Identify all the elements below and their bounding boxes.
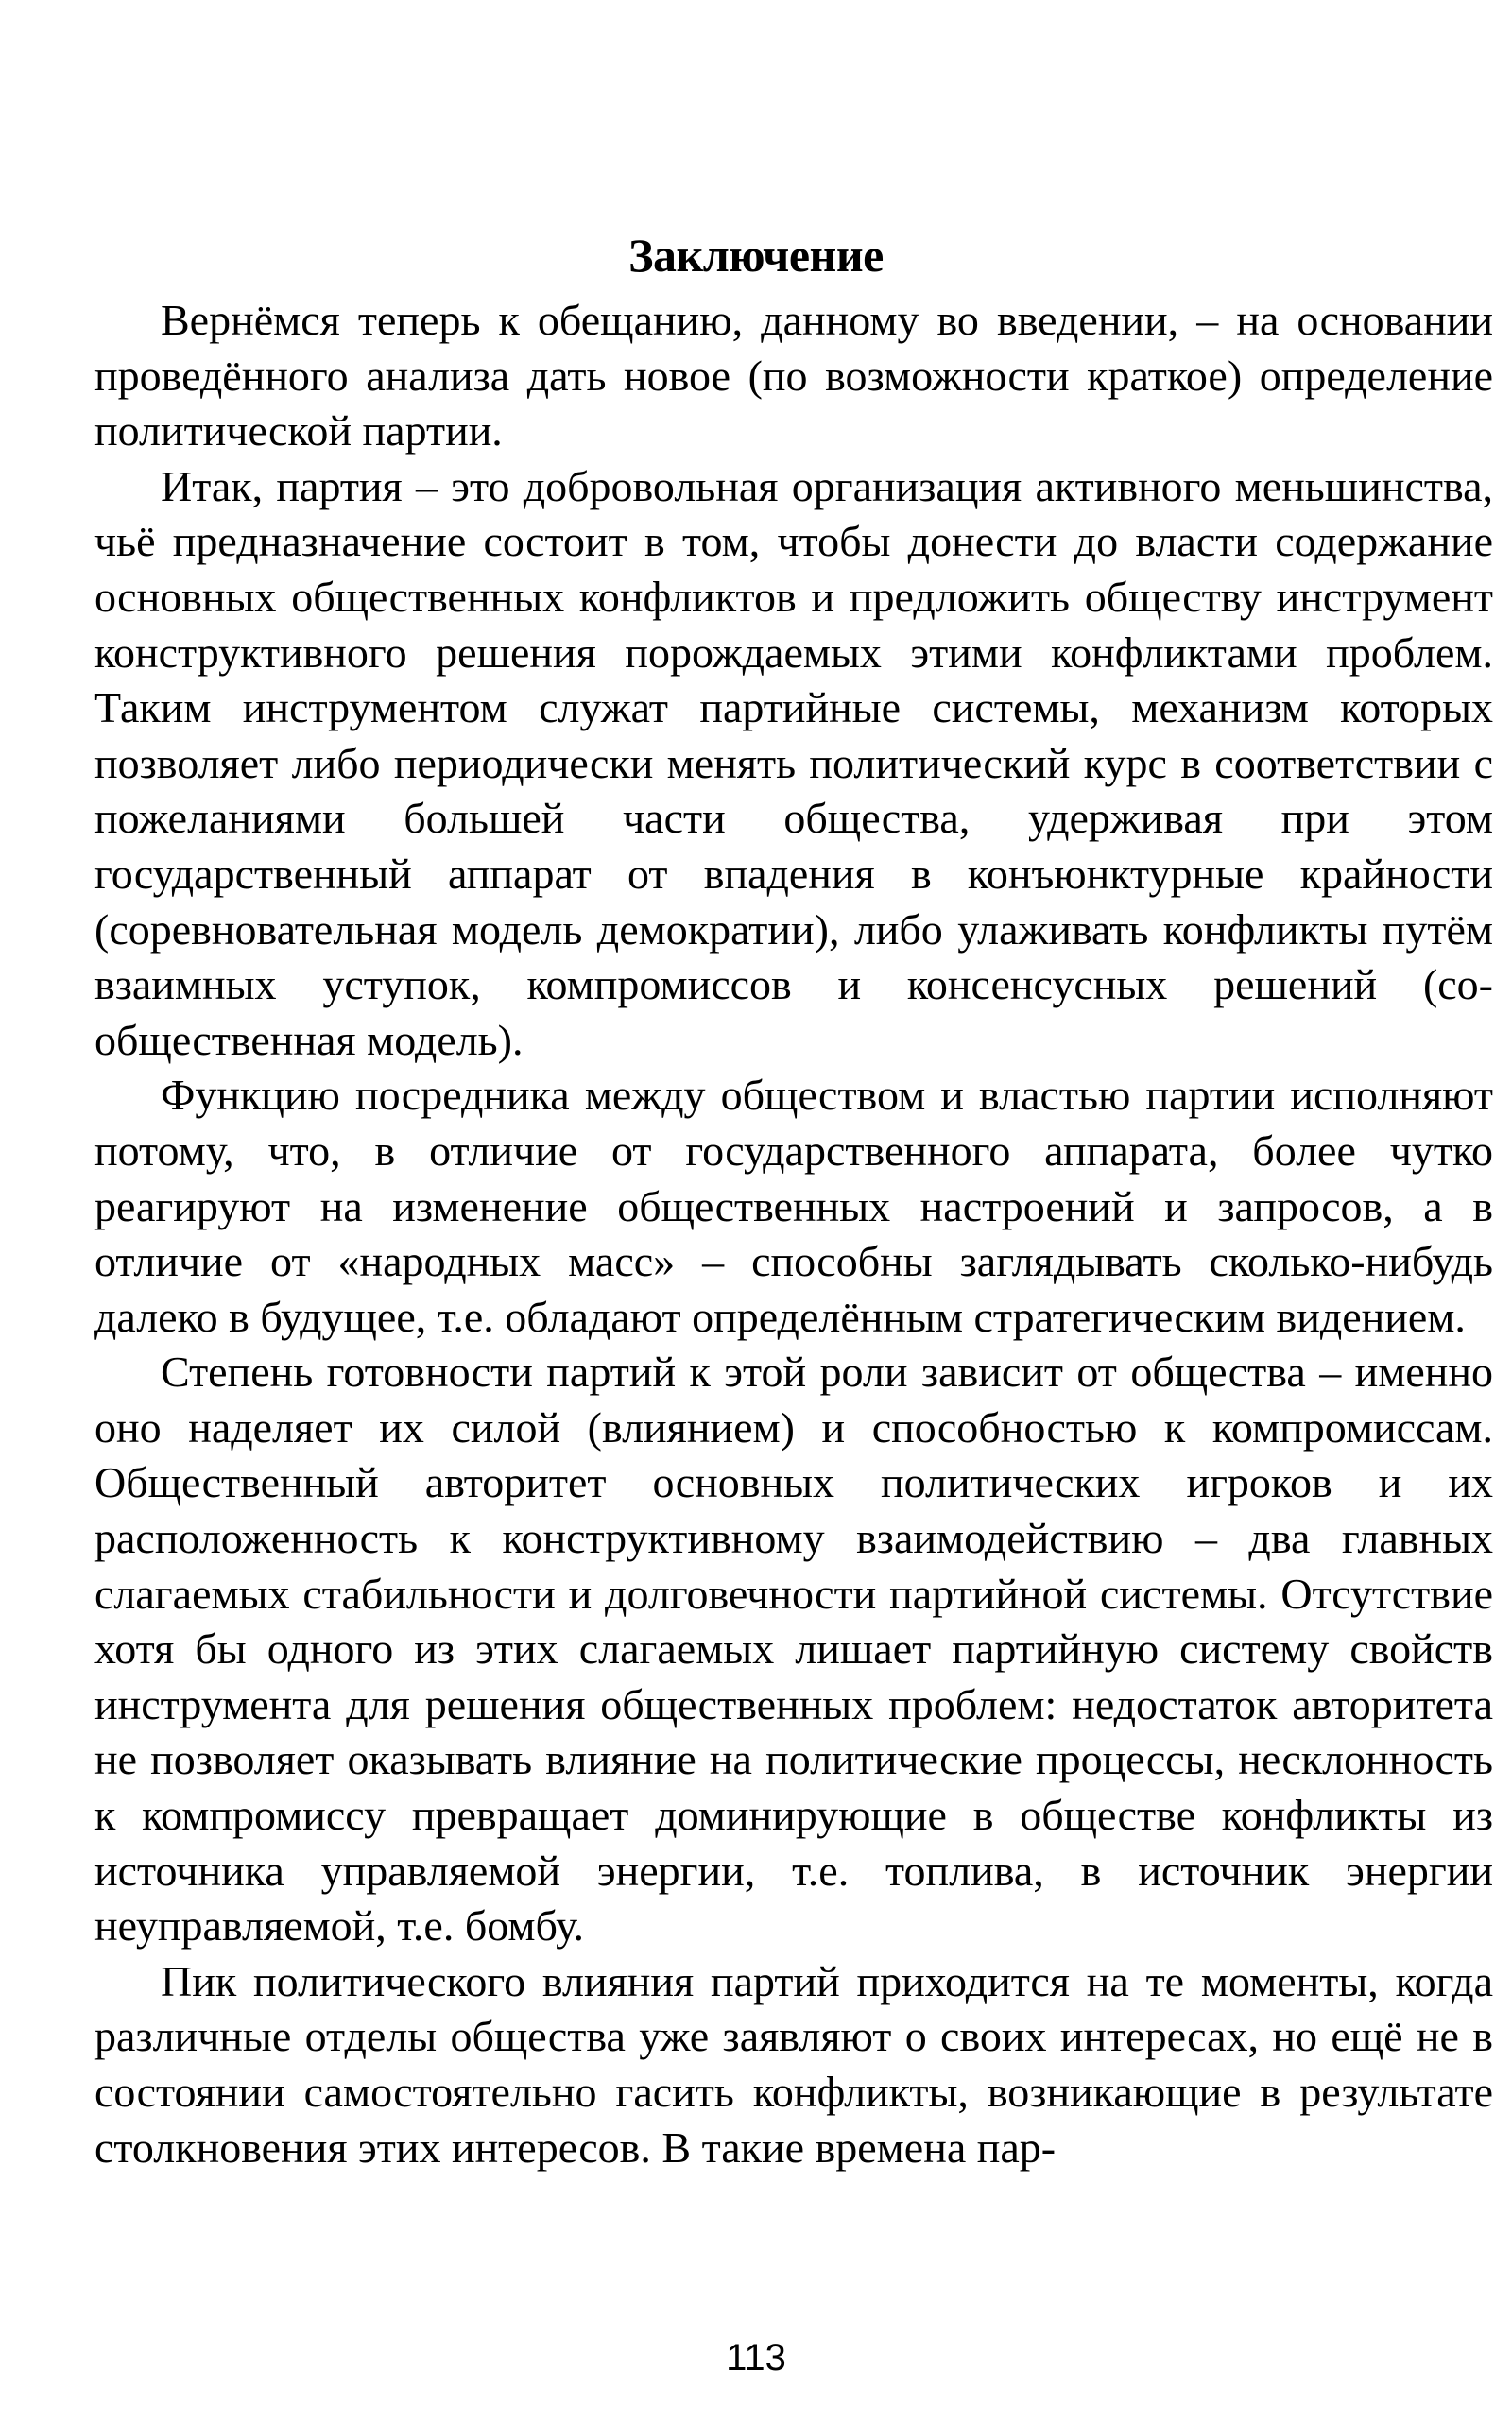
paragraph: Пик политического влияния партий приходится на те моменты, когда различные отделы общества уже заявляют о своих интересах, но ещё не в состоянии самостоятельно гасить конфликты, возникающие в результате столкновения этих интересов. В такие времена пар- xyxy=(94,1956,1493,2172)
page-number: 113 xyxy=(726,2337,786,2379)
paragraph: Степень готовности партий к этой роли зависит от общества – именно оно наделяет их силой (влиянием) и способностью к компромиссам. Общественный авторитет основных политических игроков и их расположенность к конструктивному взаимодействию – два главных слагаемых стабильности и долговечности партийной системы. Отсутствие хотя бы одного из этих слагаемых лишает партийную систему свойств инструмента для решения общественных проблем: недостаток авторитета не позволяет оказывать влияние на политические процессы, несклонность к компромиссу превращает доминирующие в обществе конфликты из источника управляемой энергии, т.е. топлива, в источник энергии неуправляемой, т.е. бомбу. xyxy=(94,1348,1493,1950)
paragraph: Функцию посредника между обществом и властью партии исполняют потому, что, в отличие от государственного аппарата, более чутко реагируют на изменение общественных настроений и запросов, а в отличие от «народных масс» – способны заглядывать сколько-нибудь далеко в будущее, т.е. обладают определённым стратегическим видением. xyxy=(94,1071,1493,1341)
paragraph: Итак, партия – это добровольная организация активного меньшинства, чьё предназначение состоит в том, чтобы донести до власти содержание основных общественных конфликтов и предложить обществу инструмент конструктивного решения порождаемых этими конфликтами проблем. Таким инструментом служат партийные системы, механизм которых позволяет либо периодически менять политический курс в соответствии с пожеланиями большей части общества, удерживая при этом государственный аппарат от впадения в конъюнктурные крайности (соревновательная модель демократии), либо улаживать конфликты путём взаимных уступок, компромиссов и консенсусных решений (со-общественная модель). xyxy=(94,461,1493,1064)
chapter-heading: Заключение xyxy=(628,229,884,282)
body-text xyxy=(94,293,1493,2175)
paragraph: Вернёмся теперь к обещанию, данному во введении, – на основании проведённого анализа дать новое (по возможности краткое) определение политической партии. xyxy=(94,296,1493,455)
